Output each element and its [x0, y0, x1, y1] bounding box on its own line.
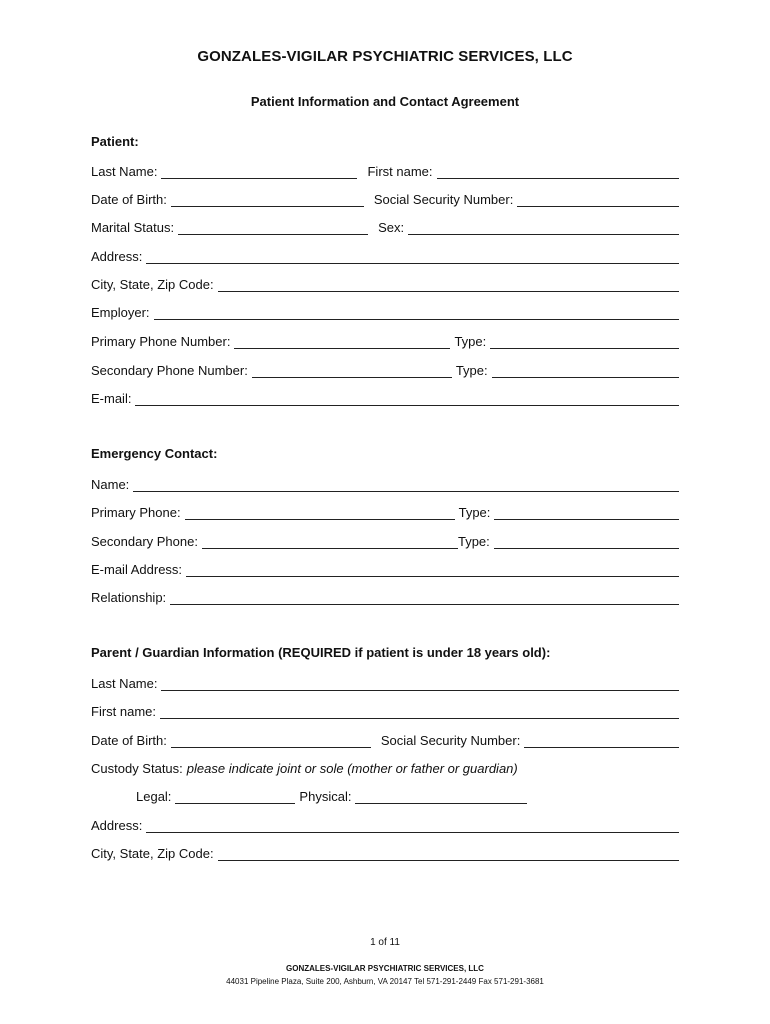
primary-type-label: Type: [454, 334, 487, 349]
secondary-phone-field[interactable] [252, 364, 452, 378]
relationship-field[interactable] [170, 591, 679, 605]
address-field[interactable] [146, 250, 679, 264]
marital-field[interactable] [178, 221, 368, 235]
emergency-email-label: E-mail Address: [91, 562, 183, 577]
physical-field[interactable] [355, 790, 527, 804]
legal-field[interactable] [175, 790, 295, 804]
patient-city-row [91, 274, 679, 292]
custody-label: Custody Status: [91, 761, 183, 776]
ssn-field[interactable] [517, 193, 679, 207]
emergency-email-row [91, 559, 679, 577]
guardian-first-name-label: First name: [91, 704, 157, 719]
guardian-address-label: Address: [91, 818, 143, 833]
guardian-last-name-label: Last Name: [91, 676, 158, 691]
primary-phone-label: Primary Phone Number: [91, 334, 231, 349]
emergency-primary-phone-row [91, 502, 679, 520]
guardian-first-name-field[interactable] [160, 705, 679, 719]
emergency-email-field[interactable] [186, 563, 679, 577]
dob-field[interactable] [171, 193, 364, 207]
email-label: E-mail: [91, 391, 132, 406]
employer-label: Employer: [91, 305, 150, 320]
form-title: Patient Information and Contact Agreement [250, 94, 520, 109]
first-name-field[interactable] [437, 165, 680, 179]
guardian-heading: Parent / Guardian Information (REQUIRED if patient is under 18 years old): [91, 645, 551, 660]
emergency-secondary-type-field[interactable] [494, 535, 679, 549]
dob-label: Date of Birth: [91, 192, 167, 207]
emergency-name-field[interactable] [133, 478, 679, 492]
footer-address: 44031 Pipeline Plaza, Suite 200, Ashburn, VA 20147 Tel 571-291-2449 Fax 571-291-3681 [226, 977, 544, 986]
emergency-heading: Emergency Contact: [91, 446, 218, 461]
emergency-primary-type-label: Type: [458, 505, 491, 520]
secondary-type-field[interactable] [492, 364, 679, 378]
employer-field[interactable] [154, 306, 679, 320]
patient-address-row [91, 246, 679, 264]
patient-employer-row [91, 302, 679, 320]
relationship-label: Relationship: [91, 590, 167, 605]
email-field[interactable] [135, 392, 679, 406]
patient-marital-row [91, 217, 679, 235]
first-name-label: First name: [367, 164, 433, 179]
primary-phone-field[interactable] [234, 335, 450, 349]
emergency-primary-phone-field[interactable] [185, 506, 455, 520]
sex-field[interactable] [408, 221, 679, 235]
last-name-field[interactable] [161, 165, 357, 179]
guardian-first-name-row [91, 701, 679, 719]
patient-email-row [91, 388, 679, 406]
physical-label: Physical: [299, 789, 352, 804]
guardian-ssn-field[interactable] [524, 734, 679, 748]
emergency-secondary-phone-label: Secondary Phone: [91, 534, 198, 549]
guardian-city-label: City, State, Zip Code: [91, 846, 214, 861]
secondary-type-label: Type: [455, 363, 488, 378]
emergency-primary-type-field[interactable] [494, 506, 679, 520]
guardian-dob-row [91, 730, 679, 748]
custody-type-row [136, 786, 536, 804]
emergency-name-label: Name: [91, 477, 130, 492]
patient-heading: Patient: [91, 134, 139, 149]
secondary-phone-label: Secondary Phone Number: [91, 363, 248, 378]
emergency-secondary-phone-field[interactable] [202, 535, 458, 549]
legal-label: Legal: [136, 789, 172, 804]
address-label: Address: [91, 249, 143, 264]
guardian-city-field[interactable] [218, 847, 679, 861]
patient-secondary-phone-row [91, 360, 679, 378]
sex-label: Sex: [378, 220, 405, 235]
guardian-dob-field[interactable] [171, 734, 371, 748]
emergency-secondary-type-label: Type: [457, 534, 490, 549]
last-name-label: Last Name: [91, 164, 158, 179]
guardian-city-row [91, 843, 679, 861]
guardian-ssn-label: Social Security Number: [380, 733, 521, 748]
guardian-last-name-field[interactable] [161, 677, 679, 691]
guardian-dob-label: Date of Birth: [91, 733, 167, 748]
city-label: City, State, Zip Code: [91, 277, 214, 292]
page-number: 1 of 11 [370, 937, 400, 948]
guardian-last-name-row [91, 673, 679, 691]
primary-type-field[interactable] [490, 335, 679, 349]
patient-primary-phone-row [91, 331, 679, 349]
emergency-secondary-phone-row [91, 531, 679, 549]
ssn-label: Social Security Number: [373, 192, 514, 207]
guardian-address-field[interactable] [146, 819, 679, 833]
guardian-address-row [91, 815, 679, 833]
custody-row [91, 758, 679, 776]
footer-company: GONZALES-VIGILAR PSYCHIATRIC SERVICES, LLC [286, 964, 484, 973]
emergency-name-row [91, 474, 679, 492]
marital-label: Marital Status: [91, 220, 175, 235]
patient-dob-row [91, 189, 679, 207]
company-title: GONZALES-VIGILAR PSYCHIATRIC SERVICES, LLC [197, 48, 573, 65]
city-field[interactable] [218, 278, 679, 292]
emergency-relationship-row [91, 587, 679, 605]
patient-name-row [91, 161, 679, 179]
emergency-primary-phone-label: Primary Phone: [91, 505, 181, 520]
custody-note: please indicate joint or sole (mother or father or guardian) [186, 761, 518, 776]
